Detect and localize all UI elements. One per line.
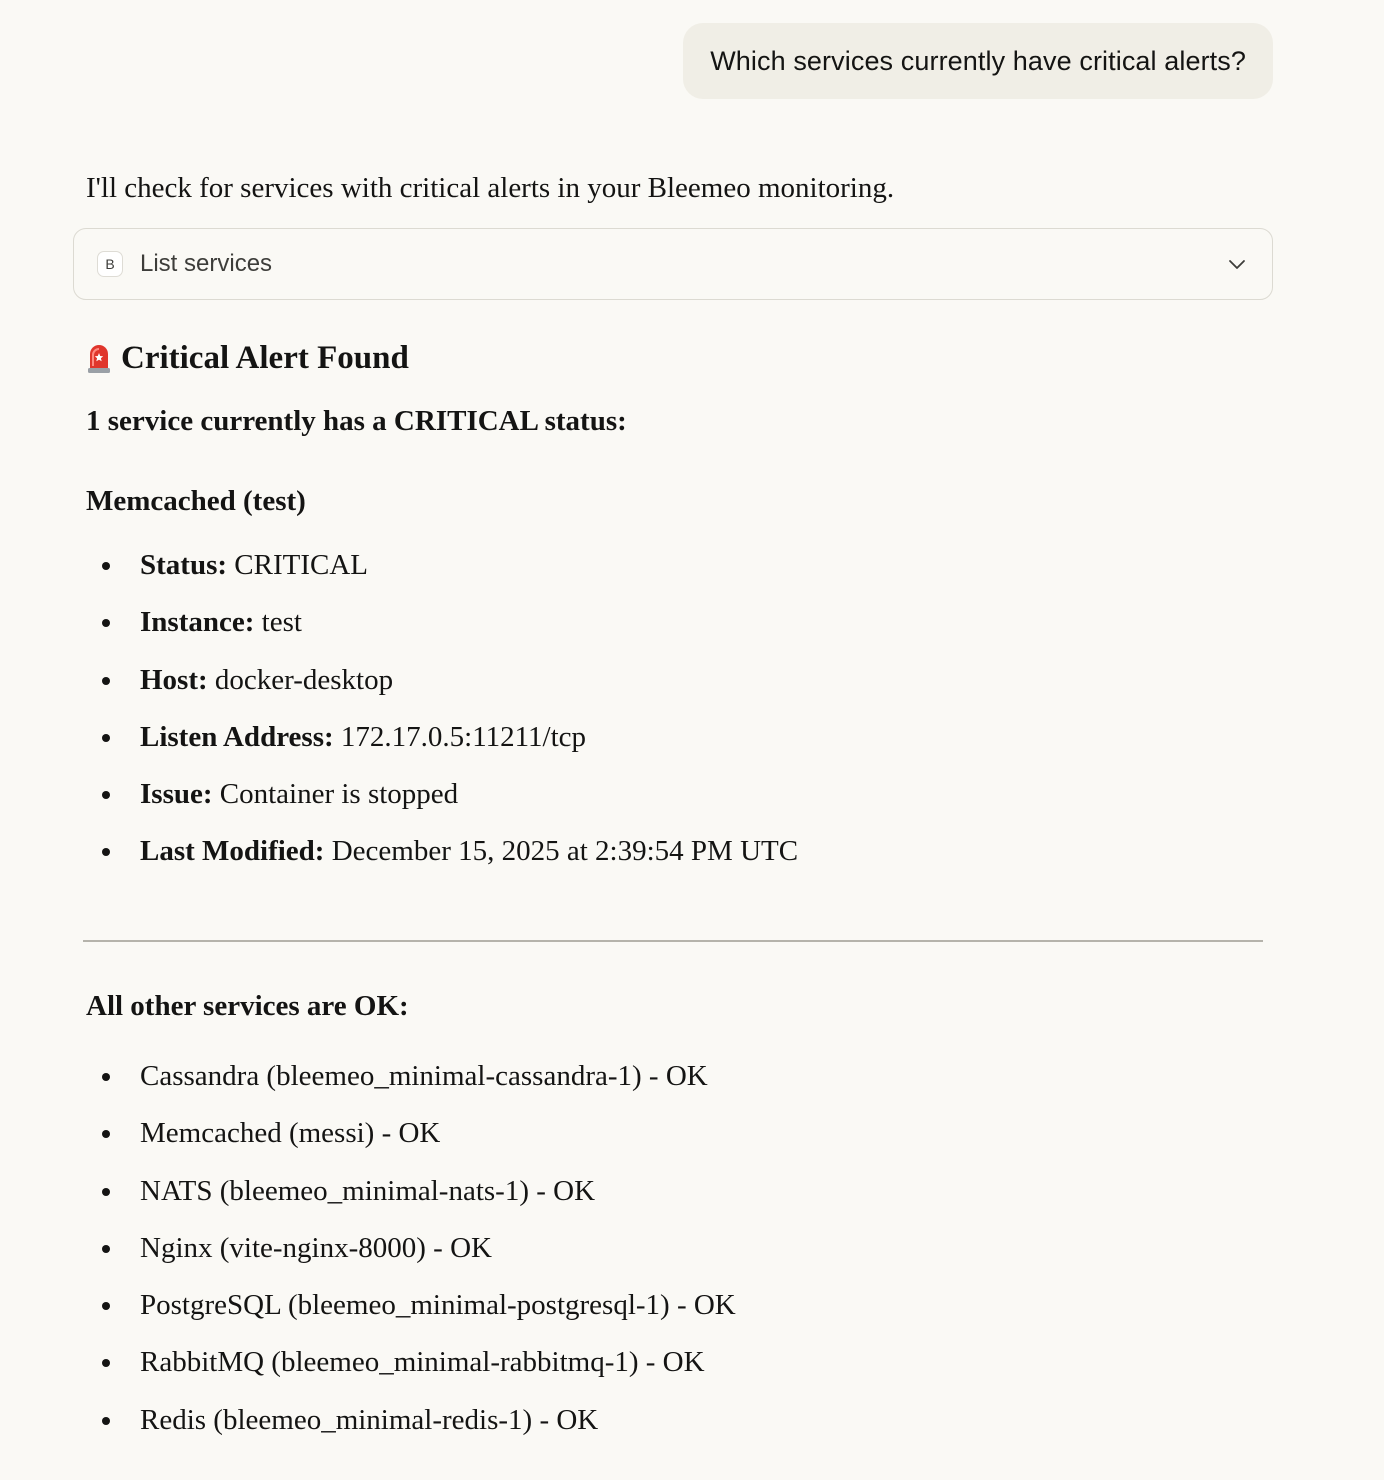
listen-address-value: 172.17.0.5:11211/tcp — [340, 720, 587, 753]
list-item: Memcached (messi) - OK — [86, 1115, 736, 1172]
list-item: RabbitMQ (bleemeo_minimal-rabbitmq-1) - OK — [86, 1344, 736, 1401]
status-value: CRITICAL — [234, 549, 368, 581]
list-item: Cassandra (bleemeo_minimal-cassandra-1) - OK — [86, 1058, 736, 1115]
detail-instance: Instance: test — [86, 604, 798, 661]
chevron-down-icon[interactable] — [1226, 253, 1248, 275]
detail-listen-address: Listen Address: 172.17.0.5:11211/tcp — [86, 719, 798, 776]
instance-value: test — [261, 606, 302, 639]
tool-call-list-services[interactable] — [73, 228, 1273, 300]
list-item: Redis (bleemeo_minimal-redis-1) - OK — [86, 1402, 736, 1459]
last-modified-value: December 15, 2025 at 2:39:54 PM UTC — [331, 835, 799, 868]
bleemeo-logo-icon: B — [97, 251, 123, 277]
critical-alert-heading — [86, 340, 409, 377]
host-value: docker-desktop — [214, 663, 394, 696]
detail-host: Host: docker-desktop — [86, 662, 798, 719]
ok-services-heading: All other services are OK: — [86, 990, 409, 1022]
critical-service-details — [86, 547, 798, 891]
detail-last-modified: Last Modified: December 15, 2025 at 2:39:54 PM UTC — [86, 833, 798, 890]
user-message-bubble: Which services currently have critical alerts? — [683, 23, 1273, 99]
assistant-intro-text: I'll check for services with critical alerts in your Bleemeo monitoring. — [86, 172, 895, 204]
critical-summary: 1 service currently has a CRITICAL status: — [86, 405, 627, 437]
police-car-light-icon — [86, 344, 112, 374]
section-divider — [83, 940, 1263, 942]
list-item: Nginx (vite-nginx-8000) - OK — [86, 1230, 736, 1287]
ok-services-list — [86, 1058, 736, 1459]
list-item: NATS (bleemeo_minimal-nats-1) - OK — [86, 1173, 736, 1230]
critical-service-title: Memcached (test) — [86, 485, 306, 517]
tool-call-label: List services — [140, 250, 273, 277]
user-message-row — [683, 23, 1273, 99]
detail-status: Status: CRITICAL — [86, 547, 798, 604]
list-item: PostgreSQL (bleemeo_minimal-postgresql-1) - OK — [86, 1287, 736, 1344]
detail-issue: Issue: Container is stopped — [86, 776, 798, 833]
critical-alert-heading-text: Critical Alert Found — [121, 340, 409, 376]
issue-value: Container is stopped — [219, 778, 459, 811]
